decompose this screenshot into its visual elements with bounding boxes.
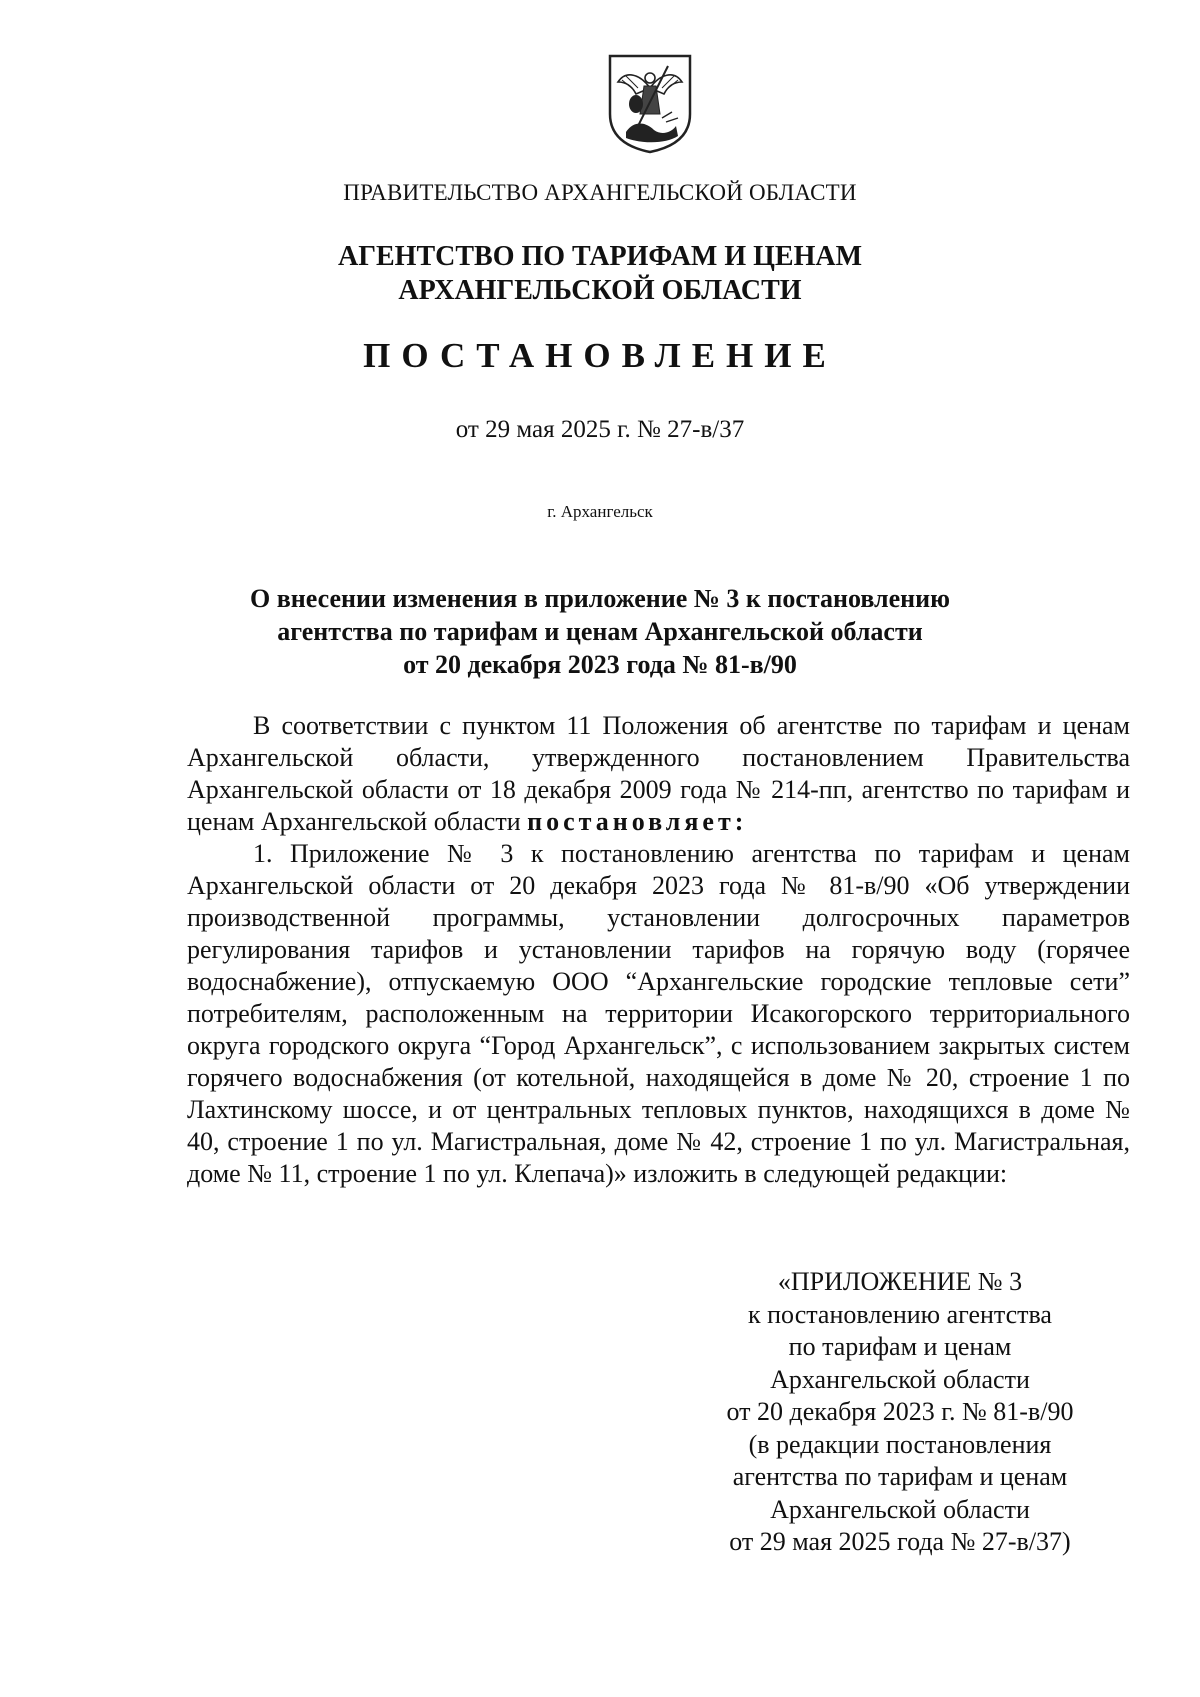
document-type-title: ПОСТАНОВЛЕНИЕ [363,336,837,375]
subject-line-1: О внесении изменения в приложение № 3 к постановлению [250,584,950,613]
agency-name-line-2: АРХАНГЕЛЬСКОЙ ОБЛАСТИ [398,275,802,306]
item-1-paragraph: 1. Приложение № 3 к постановлению агентства по тарифам и ценам Архангельской области от 20 декабря 2023 года № 81-в/90 «Об утверждении производственной программы, установлении долгосрочных параметров регулирования тарифов и установлении тарифов на горячую воду (горячее водоснабжение), отпускаемую ООО “Архангельские городские тепловые сети” потребителям, расположенным на территории Исакогорского территориального округа городского округа “Город Архангельск”, с использованием закрытых систем горячего водоснабжения (от котельной, находящейся в доме № 20, строение 1 по Лахтинскому шоссе, и от центральных тепловых пунктов, находящихся в доме № 40, строение 1 по ул. Магистральная, доме № 42, строение 1 по ул. Магистральная, доме № 11, строение 1 по ул. Клепача)» изложить в следующей редакции: [187,839,1130,1188]
appendix-line: от 20 декабря 2023 г. № 81-в/90 [726,1397,1074,1426]
document-body [187,710,1130,1190]
appendix-line: Архангельской области [770,1494,1030,1524]
appendix-line: Архангельской области [770,1364,1030,1394]
government-name: ПРАВИТЕЛЬСТВО АРХАНГЕЛЬСКОЙ ОБЛАСТИ [343,180,857,205]
agency-name [0,240,1200,308]
appendix-header [680,1266,1120,1559]
resolves-keyword: постановляет: [527,807,748,836]
appendix-line: по тарифам и ценам [788,1332,1012,1361]
document-city: г. Архангельск [547,502,653,521]
document-subject [0,582,1200,681]
archangel-coat-of-arms-icon [606,52,694,154]
appendix-line: от 29 мая 2025 года № 27-в/37) [729,1527,1071,1556]
subject-line-3: от 20 декабря 2023 года № 81-в/90 [403,650,797,679]
appendix-line: (в редакции постановления [748,1429,1052,1459]
appendix-line: к постановлению агентства [748,1299,1052,1329]
preamble-text: В соответствии с пунктом 11 Положения об агентстве по тарифам и ценам Архангельской области, утвержденного постановлением Правительства Архангельской области от 18 декабря 2009 года № 214-пп, агентство по тарифам и ценам Архангельской области [187,711,1130,836]
appendix-line: «ПРИЛОЖЕНИЕ № 3 [777,1267,1023,1296]
document-date-number: от 29 мая 2025 г. № 27-в/37 [455,416,745,443]
agency-name-line-1: АГЕНТСТВО ПО ТАРИФАМ И ЦЕНАМ [337,241,863,272]
preamble-paragraph [187,710,1130,838]
appendix-line: агентства по тарифам и ценам [732,1462,1068,1491]
subject-line-2: агентства по тарифам и ценам Архангельской области [277,617,923,646]
